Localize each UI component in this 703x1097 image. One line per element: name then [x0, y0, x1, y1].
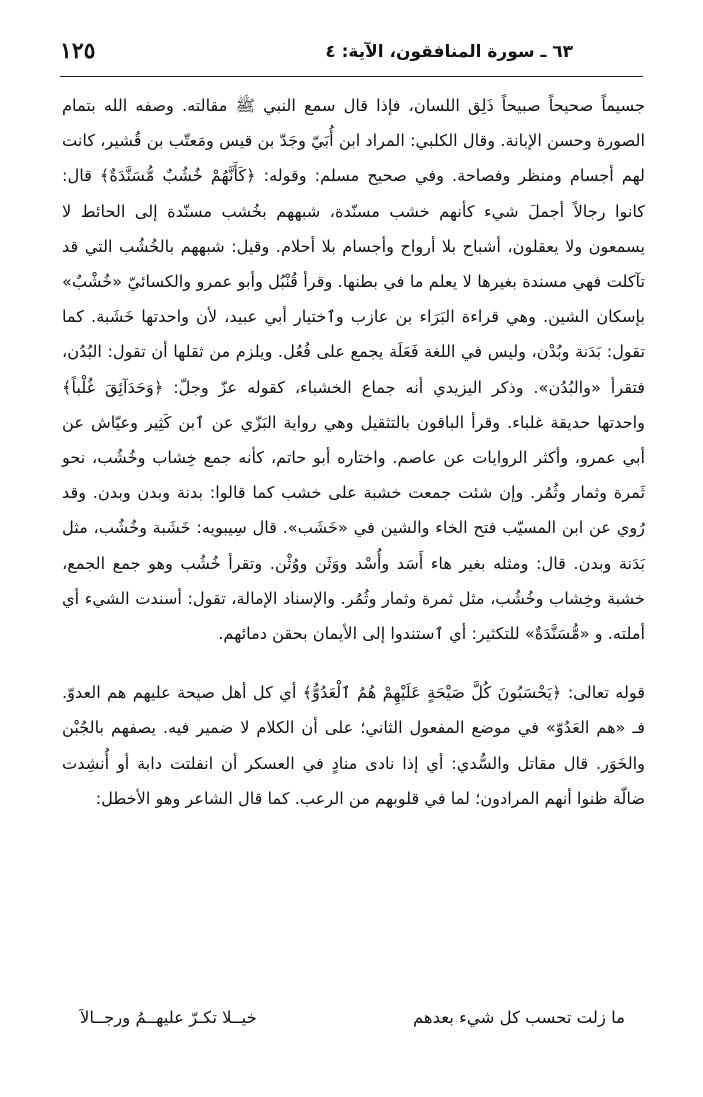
text-line: كانت لهم أجسام ومنظر وفصاحة. وفي صحيح مسلم: وقوله: ﴿كَأَنَّهُمْ خُشُبٌ	[62, 131, 645, 186]
text-line: فُعُل. ويلزم من ثقلها أن تقول: البُدُن، فتقرأ «والبُدُن». وذكر اليزيدي أنه جماع	[62, 342, 646, 397]
text-line: عبيد، لأن واحدتها خَشَبة. كما تقول: بَدَنة وبُدْن، وليس في اللغة فَعَلَة يجمع على	[62, 307, 645, 362]
body-text	[62, 88, 645, 816]
paragraph-commentary-khushub	[62, 88, 645, 651]
text-line: جسيماً صحيحاً صبيحاً ذَلِق اللسان، فإذا قال سمع النبي ﷺ مقالته. وصفه الله بتمام	[62, 96, 645, 115]
first-hemistich: ما زلت تحسب كل شيء بعدهم	[412, 1008, 625, 1027]
text-line: وأبو عمرو والكسائيّ «خُشْبٌ» بإسكان الشين. وهي قراءة البَرَاء بن عازب وٱختيار أبي	[62, 272, 645, 327]
text-line: مُّسَنَّدَةٌ﴾ قال: كانوا رجالاً أجملَ شيء كأنهم خشب مسنّدة، شبههم بخُشب مسنّدة	[62, 166, 645, 221]
paragraph-commentary-sayha	[62, 675, 645, 816]
text-line: بالتثقيل وهي رواية البَزّي عن ٱبن كَثِير وعيّاش عن أبي عمرو، وأكثر الروايات عن	[62, 412, 645, 468]
text-line: يصفهم بالجُبْن والخَوَر. قال مقاتل والسُّدي: أي إذا نادى منادٍ في العسكر أن انفلتت	[62, 718, 645, 773]
text-line: إلى الحائط لا يسمعون ولا يعقلون، أشباح بلا أرواح وأجسام بلا أحلام. وقيل:	[62, 201, 645, 256]
header-divider	[60, 76, 643, 77]
text-line: الصورة وحسن الإبانة. وقال الكلبي: المراد ابن أُبَيّ وجَدّ بن قيس ومَعتّب بن قُشير،	[100, 131, 645, 151]
text-line: الخشباء، كقوله عزّ وجلّ: ﴿وَحَدَآئِقَ غُلْباً﴾ واحدتها حديقة غلباء. وقرأ الباقون	[62, 377, 645, 432]
running-header	[60, 38, 643, 68]
text-line: شئت جمعت خشبة على خشب كما قالوا: بدنة وبدن وبدن. وقد رُوي عن	[62, 483, 645, 538]
text-line: دابة أو أُنشِدت ضالّة ظنوا أنهم المرادون؛ لما في قلوبهم من الرعب. كما قال الشاعر	[62, 753, 645, 808]
surah-verse-title: ٦٣ ـ سورة المنافقون، الآية: ٤	[325, 42, 573, 62]
second-hemistich: خيــلا تكـرّ عليهــمُ ورجــالاَ	[80, 1008, 257, 1027]
text-line: عاصم. واختاره أبو حاتم، كأنه جمع خِشاب وخُشُب، نحو ثَمرة وثمار وثُمُر. وإن	[62, 448, 645, 503]
text-line: وهو الأخطل:	[95, 788, 181, 808]
page-number: ١٢٥	[60, 38, 96, 64]
text-line: قوله تعالى: ﴿يَحْسَبُونَ كُلَّ صَيْحَةٍ عَلَيْهِمْ هُمُ ٱلْعَدُوُّ﴾ أي كل أهل صيحة عليهم	[132, 683, 645, 703]
text-line: الشيء أي أملته. و «مُّسَنَّدَةٌ» للتكثير: أي ٱستندوا إلى الأيمان بحقن دمائهم.	[62, 588, 645, 644]
text-line: خشبة وخِشاب وخُشُب، مثل ثمرة وثمار وثُمُر. والإسناد الإمالة، تقول: أسندت	[135, 588, 645, 608]
text-line: شبههم بالخُشُب التي قد تآكلت فهي مسندة بغيرها لا يعلم ما في بطنها. وقرأ قُنْبُل	[62, 236, 645, 292]
text-line: ابن المسيّب فتح الخاء والشين في «خَشَب». قال سِيبويه: خَشَبة وخُشُب، مثل بَدَنة	[62, 518, 645, 573]
text-line: وبدن. قال: ومثله بغير هاء أَسَد وأُسْد ووَثَن ووُثْن. وتقرأ خُشُب وهو جمع الجمع،	[62, 553, 612, 573]
poetry-verse	[80, 1000, 625, 1040]
text-line: هم العدوّ. فـ «هم العَدُوّ» في موضع المفعول الثاني؛ على أن الكلام لا ضمير فيه.	[62, 683, 645, 738]
